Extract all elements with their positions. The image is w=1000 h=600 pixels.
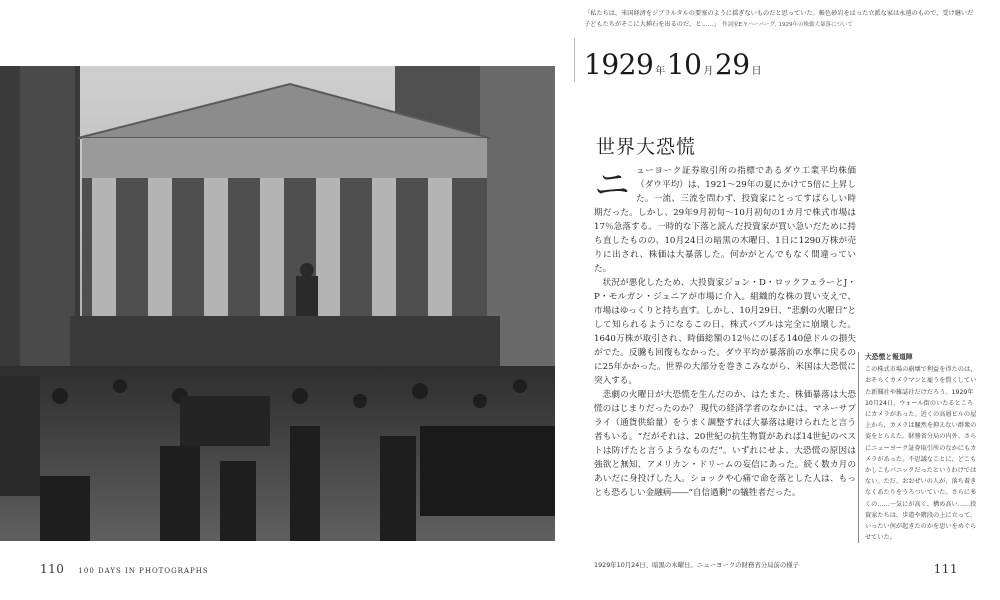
body-paragraph-1-text: ューヨーク証券取引所の指標であるダウ工業平均株価（ダウ平均）は、1921～29年の夏にかけて5倍に上昇した。一流、三流を問わず、投資家にとってすばらしい時期だった。しかし、29年9月初旬～10月初旬の1カ月で株式市場は17％急落する。一時的な下落と読んだ投資家が買い急いだために持ち直したものの、10月24日の暗黒の木曜日、1日に1290万株が売りに出され、株価は大暴落した。何かがとんでもなく間違っていた。 [594, 166, 856, 274]
photo-illustration [0, 66, 555, 541]
left-page-number: 110 [40, 562, 65, 576]
date-month: 10 [666, 48, 702, 81]
epigraph-quote [584, 8, 979, 31]
date-year-unit: 年 [655, 66, 665, 77]
date-day: 29 [714, 48, 750, 81]
date-day-unit: 日 [751, 66, 762, 77]
sidebar-text: この株式市場の崩壊で利益を得たのは、おそらくカメラマンと雇うを賢くしていた新聞社や雑誌社だけだろう。1929年10月24日、ウォール街のいたるところにカメラがあった。近くの高層ビルの屋上から、カメラは騒然を抑えない群衆の姿をとらえた。財務省分局の内外、さらにニューヨーク証券取引所のなかにもカメラがあった。不思議なことに、どこもかしこもパニックだったというわけではない。ただ、おおぜいの人が、落ち着きなくあたりをうろついていた。さらに多くの……一気にが高く、構め高い……投資家たちは、歩道や階段の上に立って、いったい何が起きたのかを思いをめぐらせていた。 [865, 366, 977, 542]
body-paragraph-2: 状況が悪化したため、大投資家ジョン・D・ロックフェラーとJ・P・モルガン・ジュニアが市場に介入。組織的な株の買い支えで、市場はゆっくりと持ち直す。しかし、10月29日、“悲劇の火曜日”として知られるようになるこの日、株式バブルは完全に崩壊した。1640万株が取引され、時価総額の12％にのぼる140億ドルの損失がでた。反騰も回復もなかった。ダウ平均が暴落前の水準に戻るのに25年かかった。世界の大部分を巻きこみながら、米国は大恐慌に突入する。 [594, 278, 856, 386]
event-date [584, 48, 763, 81]
right-page-number: 111 [933, 562, 958, 576]
running-title: 100 DAYS IN PHOTOGRAPHS [78, 567, 209, 575]
body-paragraph-3: 悲劇の火曜日が大恐慌を生んだのか、はたまた、株価暴落は大恐慌のはじまりだったのか？ 現代の経済学者のなかには、マネーサプライ（通貨供給量）をうまく調整すれば大暴落は避けられたと言う者もいる。“だがそれは、20世紀の抗生物質があれば14世紀のペストは防げたと言うようなものだ”。いずれにせよ、大恐慌の原因は強欲と無知、アメリカン・ドリームの妄信にあった。続く数カ月のあいだに身投げした人。ショックや心痛で命を落とした人は、もっとも恐ろしい金融病――“自信過剰”の犠牲者だった。 [594, 390, 856, 498]
date-rule [574, 38, 575, 82]
date-month-unit: 月 [703, 66, 713, 77]
right-page [560, 0, 1000, 600]
article-headline: 世界大恐慌 [596, 136, 697, 158]
date-year: 1929 [584, 48, 654, 81]
left-folio [40, 562, 209, 576]
sidebar-box [858, 352, 977, 543]
body-paragraph-1 [594, 164, 856, 276]
sidebar-title: 大恐慌と報道陣 [865, 353, 913, 361]
quote-text: 「私たちは、米国経済をジブラルタルの要塞のように揺ぎないものだと思っていた。帳色砂岩をはった立派な家は永遠のもので、受け継いだ子どもたちがそこに大挿石を出るのだ、と……」 [584, 10, 974, 28]
photo-caption: 1929年10月24日、暗黒の木曜日。ニューヨークの財務省分局前の様子 [594, 561, 800, 569]
wall-street-crowd-photo [0, 66, 555, 541]
article-body [594, 164, 856, 500]
quote-attribution: 作詞家E.Y.ハーバーグ, 1929年の株価大暴落について [722, 22, 853, 28]
drop-cap: ニ [594, 165, 631, 206]
